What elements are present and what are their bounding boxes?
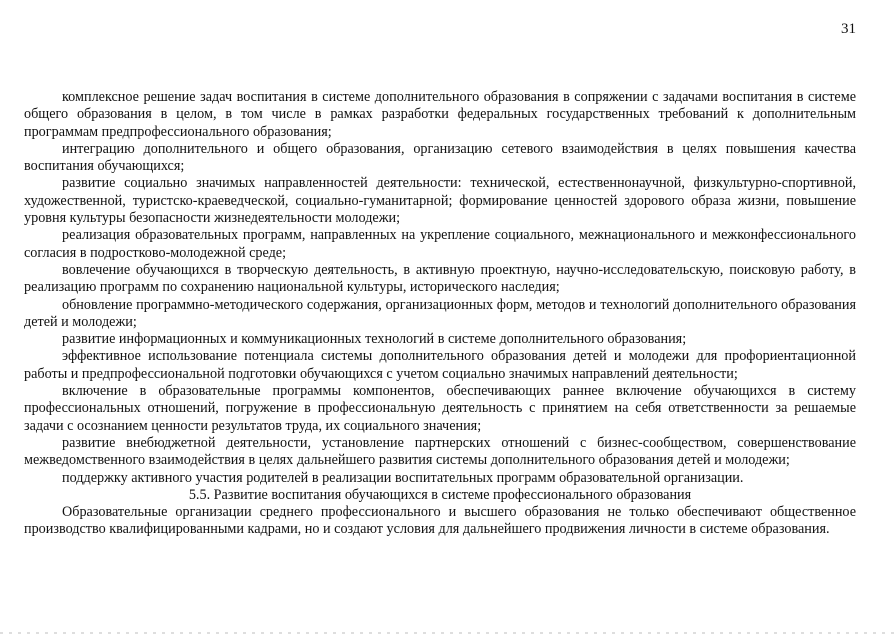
list-item: развитие информационных и коммуникационных технологий в системе дополнительного образования; (62, 331, 687, 348)
list-item: эффективное использование потенциала системы дополнительного образования детей и молодежи для профориентационной работы и предпрофессиональной подготовки обучающихся с учетом социально значимых направлений деятельности; (24, 348, 856, 382)
list-item: обновление программно-методического содержания, организационных форм, методов и технологий дополнительного образования детей и молодежи; (24, 296, 856, 330)
page-number: 31 (841, 21, 856, 37)
scan-artifact-line (0, 632, 896, 634)
section-heading: 5.5. Развитие воспитания обучающихся в системе профессионального образования (188, 486, 692, 503)
list-item: вовлечение обучающихся в творческую деятельность, в активную проектную, научно-исследовательскую, поисковую работу, в реализацию программ по сохранению национальной культуры, исторического наследия; (24, 261, 856, 296)
list-item: развитие социально значимых направленностей деятельности: технической, естественнонаучной, физкультурно-спортивной, художественной, туристско-краеведческой, социально-гуманитарной; формирование ценностей здорового образа жизни, повышение уровня культуры безопасности жизнедеятельности молодежи; (24, 175, 856, 227)
list-item: реализация образовательных программ, направленных на укрепление социального, межнационального и межконфессионального согласия в подростково-молодежной среде; (24, 227, 856, 261)
list-item: поддержку активного участия родителей в реализации воспитательных программ образовательной организации. (62, 469, 744, 486)
list-item: развитие внебюджетной деятельности, установление партнерских отношений с бизнес-сообществом, совершенствование межведомственного взаимодействия в целях дальнейшего развития системы дополнительного образования детей и молодежи; (24, 434, 856, 469)
list-item: включение в образовательные программы компонентов, обеспечивающих раннее включение обучающихся в систему профессиональных отношений, погружение в профессиональную деятельность с принятием на себя ответственности за решаемые задачи с осознанием ценности результатов труда, их социального значения; (24, 383, 856, 434)
list-item: интеграцию дополнительного и общего образования, организацию сетевого взаимодействия в целях повышения качества воспитания обучающихся; (24, 140, 856, 175)
list-item: комплексное решение задач воспитания в системе дополнительного образования в сопряжении с задачами воспитания в системе общего образования в целом, в том числе в рамках разработки федеральных государственных требований к дополнительным программам предпрофессионального образования; (24, 89, 856, 140)
body-paragraph: Образовательные организации среднего профессионального и высшего образования не только обеспечивают общественное производство квалифицированными кадрами, но и создают условия для дальнейшего продвижения личности в системе образования. (24, 504, 856, 538)
page-body (24, 89, 856, 539)
